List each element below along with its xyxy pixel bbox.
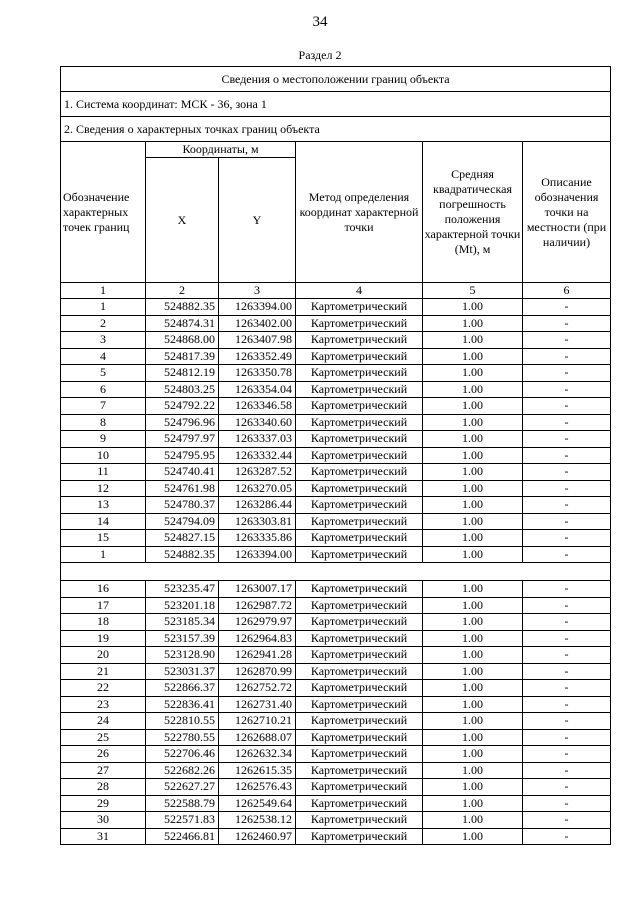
- point-number: 18: [61, 614, 146, 631]
- point-number: 15: [61, 530, 146, 547]
- y-coordinate: 1263287.52: [219, 464, 296, 481]
- method-cell: Картометрический: [296, 713, 423, 730]
- table-row: [61, 381, 611, 398]
- method-cell: Картометрический: [296, 398, 423, 415]
- description-cell: -: [523, 414, 611, 431]
- table-row: [61, 431, 611, 448]
- method-cell: Картометрический: [296, 447, 423, 464]
- x-coordinate: 523201.18: [146, 597, 219, 614]
- description-cell: -: [523, 597, 611, 614]
- description-cell: -: [523, 746, 611, 763]
- description-cell: -: [523, 480, 611, 497]
- table-row: [61, 614, 611, 631]
- table-title: Сведения о местоположении границ объекта: [61, 67, 611, 92]
- y-coordinate: 1262979.97: [219, 614, 296, 631]
- description-cell: -: [523, 647, 611, 664]
- table-row: [61, 414, 611, 431]
- table-row: [61, 365, 611, 382]
- description-cell: -: [523, 332, 611, 349]
- error-cell: 1.00: [423, 348, 523, 365]
- method-cell: Картометрический: [296, 332, 423, 349]
- point-number: 31: [61, 828, 146, 845]
- table-row: [61, 696, 611, 713]
- error-cell: 1.00: [423, 332, 523, 349]
- error-cell: 1.00: [423, 762, 523, 779]
- section-label: Раздел 2: [298, 48, 342, 62]
- table-row: [61, 546, 611, 563]
- header-method: Метод определения координат характерной точки: [296, 142, 423, 283]
- description-cell: -: [523, 431, 611, 448]
- method-cell: Картометрический: [296, 597, 423, 614]
- y-coordinate: 1262987.72: [219, 597, 296, 614]
- x-coordinate: 523185.34: [146, 614, 219, 631]
- error-cell: 1.00: [423, 647, 523, 664]
- error-cell: 1.00: [423, 779, 523, 796]
- error-cell: 1.00: [423, 630, 523, 647]
- point-number: 8: [61, 414, 146, 431]
- header-description: Описание обозначения точки на местности (при наличии): [523, 142, 611, 283]
- method-cell: Картометрический: [296, 762, 423, 779]
- x-coordinate: 522810.55: [146, 713, 219, 730]
- column-number: 5: [423, 283, 523, 299]
- method-cell: Картометрический: [296, 581, 423, 598]
- column-numbers-row: [61, 283, 611, 299]
- x-coordinate: 524794.09: [146, 513, 219, 530]
- table-row: [61, 779, 611, 796]
- error-cell: 1.00: [423, 729, 523, 746]
- method-cell: Картометрический: [296, 315, 423, 332]
- error-cell: 1.00: [423, 414, 523, 431]
- method-cell: Картометрический: [296, 828, 423, 845]
- point-number: 9: [61, 431, 146, 448]
- x-coordinate: 522571.83: [146, 812, 219, 829]
- table-row: [61, 630, 611, 647]
- error-cell: 1.00: [423, 812, 523, 829]
- table-row: [61, 464, 611, 481]
- x-coordinate: 524797.97: [146, 431, 219, 448]
- point-number: 22: [61, 680, 146, 697]
- description-cell: -: [523, 315, 611, 332]
- error-cell: 1.00: [423, 480, 523, 497]
- method-cell: Картометрический: [296, 414, 423, 431]
- table-row: [61, 497, 611, 514]
- point-number: 21: [61, 663, 146, 680]
- table-row: [61, 581, 611, 598]
- y-coordinate: 1263340.60: [219, 414, 296, 431]
- method-cell: Картометрический: [296, 464, 423, 481]
- description-cell: -: [523, 663, 611, 680]
- table-row: [61, 332, 611, 349]
- table-row: [61, 729, 611, 746]
- y-coordinate: 1262731.40: [219, 696, 296, 713]
- method-cell: Картометрический: [296, 480, 423, 497]
- description-cell: -: [523, 464, 611, 481]
- point-number: 16: [61, 581, 146, 598]
- x-coordinate: 524795.95: [146, 447, 219, 464]
- point-number: 7: [61, 398, 146, 415]
- column-number: 6: [523, 283, 611, 299]
- header-error: Средняя квадратическая погрешность положения характерной точки (Mt), м: [423, 142, 523, 283]
- error-cell: 1.00: [423, 614, 523, 631]
- y-coordinate: 1263346.58: [219, 398, 296, 415]
- description-cell: -: [523, 779, 611, 796]
- table-row: [61, 398, 611, 415]
- error-cell: 1.00: [423, 696, 523, 713]
- point-number: 1: [61, 299, 146, 316]
- y-coordinate: 1262632.34: [219, 746, 296, 763]
- x-coordinate: 524780.37: [146, 497, 219, 514]
- boundary-points-table: [60, 66, 611, 845]
- y-coordinate: 1263270.05: [219, 480, 296, 497]
- description-cell: -: [523, 696, 611, 713]
- y-coordinate: 1263303.81: [219, 513, 296, 530]
- description-cell: -: [523, 713, 611, 730]
- point-number: 10: [61, 447, 146, 464]
- x-coordinate: 522466.81: [146, 828, 219, 845]
- description-cell: -: [523, 680, 611, 697]
- point-number: 20: [61, 647, 146, 664]
- description-cell: -: [523, 630, 611, 647]
- x-coordinate: 524882.35: [146, 546, 219, 563]
- description-cell: -: [523, 729, 611, 746]
- description-cell: -: [523, 795, 611, 812]
- x-coordinate: 524796.96: [146, 414, 219, 431]
- table-row: [61, 663, 611, 680]
- description-cell: -: [523, 365, 611, 382]
- description-cell: -: [523, 381, 611, 398]
- y-coordinate: 1263286.44: [219, 497, 296, 514]
- error-cell: 1.00: [423, 398, 523, 415]
- method-cell: Картометрический: [296, 663, 423, 680]
- x-coordinate: 522866.37: [146, 680, 219, 697]
- point-number: 24: [61, 713, 146, 730]
- point-number: 26: [61, 746, 146, 763]
- description-cell: -: [523, 348, 611, 365]
- error-cell: 1.00: [423, 315, 523, 332]
- table-row: [61, 447, 611, 464]
- y-coordinate: 1262710.21: [219, 713, 296, 730]
- header-y: Y: [219, 158, 296, 283]
- point-number: 17: [61, 597, 146, 614]
- error-cell: 1.00: [423, 381, 523, 398]
- y-coordinate: 1262576.43: [219, 779, 296, 796]
- point-number: 28: [61, 779, 146, 796]
- method-cell: Картометрический: [296, 680, 423, 697]
- error-cell: 1.00: [423, 581, 523, 598]
- x-coordinate: 524803.25: [146, 381, 219, 398]
- y-coordinate: 1262752.72: [219, 680, 296, 697]
- description-cell: -: [523, 614, 611, 631]
- table-row: [61, 713, 611, 730]
- error-cell: 1.00: [423, 597, 523, 614]
- description-cell: -: [523, 299, 611, 316]
- x-coordinate: 524882.35: [146, 299, 219, 316]
- table-row: [61, 348, 611, 365]
- y-coordinate: 1263394.00: [219, 299, 296, 316]
- point-number: 25: [61, 729, 146, 746]
- description-cell: -: [523, 530, 611, 547]
- group-separator-cell: [61, 563, 611, 581]
- page-number: 34: [312, 14, 328, 30]
- description-cell: -: [523, 497, 611, 514]
- error-cell: 1.00: [423, 513, 523, 530]
- error-cell: 1.00: [423, 828, 523, 845]
- y-coordinate: 1263354.04: [219, 381, 296, 398]
- error-cell: 1.00: [423, 795, 523, 812]
- x-coordinate: 522836.41: [146, 696, 219, 713]
- table-row: [61, 315, 611, 332]
- y-coordinate: 1262538.12: [219, 812, 296, 829]
- y-coordinate: 1262460.97: [219, 828, 296, 845]
- method-cell: Картометрический: [296, 647, 423, 664]
- method-cell: Картометрический: [296, 779, 423, 796]
- point-number: 1: [61, 546, 146, 563]
- method-cell: Картометрический: [296, 431, 423, 448]
- y-coordinate: 1262941.28: [219, 647, 296, 664]
- table-row: [61, 597, 611, 614]
- description-cell: -: [523, 812, 611, 829]
- table-row: [61, 647, 611, 664]
- points-heading: 2. Сведения о характерных точках границ объекта: [61, 117, 611, 142]
- error-cell: 1.00: [423, 365, 523, 382]
- x-coordinate: 522706.46: [146, 746, 219, 763]
- description-cell: -: [523, 546, 611, 563]
- error-cell: 1.00: [423, 546, 523, 563]
- table-row: [61, 513, 611, 530]
- table-row: [61, 762, 611, 779]
- error-cell: 1.00: [423, 680, 523, 697]
- method-cell: Картометрический: [296, 365, 423, 382]
- point-number: 4: [61, 348, 146, 365]
- error-cell: 1.00: [423, 713, 523, 730]
- error-cell: 1.00: [423, 663, 523, 680]
- method-cell: Картометрический: [296, 696, 423, 713]
- method-cell: Картометрический: [296, 630, 423, 647]
- table-row: [61, 680, 611, 697]
- x-coordinate: 524874.31: [146, 315, 219, 332]
- column-number: 3: [219, 283, 296, 299]
- error-cell: 1.00: [423, 464, 523, 481]
- x-coordinate: 523031.37: [146, 663, 219, 680]
- coordinate-system: 1. Система координат: МСК - 36, зона 1: [61, 92, 611, 117]
- point-number: 3: [61, 332, 146, 349]
- header-x: X: [146, 158, 219, 283]
- table-row: [61, 828, 611, 845]
- method-cell: Картометрический: [296, 348, 423, 365]
- error-cell: 1.00: [423, 431, 523, 448]
- method-cell: Картометрический: [296, 381, 423, 398]
- y-coordinate: 1263352.49: [219, 348, 296, 365]
- description-cell: -: [523, 398, 611, 415]
- x-coordinate: 522682.26: [146, 762, 219, 779]
- x-coordinate: 524740.41: [146, 464, 219, 481]
- table-row: [61, 299, 611, 316]
- x-coordinate: 524761.98: [146, 480, 219, 497]
- x-coordinate: 523235.47: [146, 581, 219, 598]
- y-coordinate: 1263407.98: [219, 332, 296, 349]
- method-cell: Картометрический: [296, 812, 423, 829]
- point-number: 6: [61, 381, 146, 398]
- point-number: 2: [61, 315, 146, 332]
- x-coordinate: 522588.79: [146, 795, 219, 812]
- description-cell: -: [523, 762, 611, 779]
- point-number: 30: [61, 812, 146, 829]
- method-cell: Картометрический: [296, 614, 423, 631]
- point-number: 29: [61, 795, 146, 812]
- table-row: [61, 480, 611, 497]
- x-coordinate: 524827.15: [146, 530, 219, 547]
- method-cell: Картометрический: [296, 746, 423, 763]
- description-cell: -: [523, 447, 611, 464]
- error-cell: 1.00: [423, 746, 523, 763]
- x-coordinate: 522780.55: [146, 729, 219, 746]
- x-coordinate: 522627.27: [146, 779, 219, 796]
- group-separator-row: [61, 563, 611, 581]
- y-coordinate: 1262615.35: [219, 762, 296, 779]
- method-cell: Картометрический: [296, 729, 423, 746]
- error-cell: 1.00: [423, 530, 523, 547]
- description-cell: -: [523, 828, 611, 845]
- method-cell: Картометрический: [296, 299, 423, 316]
- x-coordinate: 523128.90: [146, 647, 219, 664]
- x-coordinate: 524792.22: [146, 398, 219, 415]
- y-coordinate: 1263335.86: [219, 530, 296, 547]
- y-coordinate: 1263337.03: [219, 431, 296, 448]
- point-number: 19: [61, 630, 146, 647]
- table-row: [61, 746, 611, 763]
- y-coordinate: 1262549.64: [219, 795, 296, 812]
- error-cell: 1.00: [423, 497, 523, 514]
- error-cell: 1.00: [423, 447, 523, 464]
- column-number: 1: [61, 283, 146, 299]
- method-cell: Картометрический: [296, 497, 423, 514]
- y-coordinate: 1263394.00: [219, 546, 296, 563]
- x-coordinate: 524812.19: [146, 365, 219, 382]
- point-number: 12: [61, 480, 146, 497]
- table-row: [61, 812, 611, 829]
- description-cell: -: [523, 513, 611, 530]
- description-cell: -: [523, 581, 611, 598]
- y-coordinate: 1263402.00: [219, 315, 296, 332]
- x-coordinate: 524817.39: [146, 348, 219, 365]
- point-number: 23: [61, 696, 146, 713]
- point-number: 11: [61, 464, 146, 481]
- y-coordinate: 1262964.83: [219, 630, 296, 647]
- y-coordinate: 1263332.44: [219, 447, 296, 464]
- error-cell: 1.00: [423, 299, 523, 316]
- point-number: 14: [61, 513, 146, 530]
- header-designation: Обозначение характерных точек границ: [61, 142, 146, 283]
- point-number: 27: [61, 762, 146, 779]
- method-cell: Картометрический: [296, 530, 423, 547]
- x-coordinate: 524868.00: [146, 332, 219, 349]
- header-coordinates: Координаты, м: [146, 142, 296, 158]
- x-coordinate: 523157.39: [146, 630, 219, 647]
- method-cell: Картометрический: [296, 795, 423, 812]
- y-coordinate: 1262688.07: [219, 729, 296, 746]
- y-coordinate: 1262870.99: [219, 663, 296, 680]
- method-cell: Картометрический: [296, 513, 423, 530]
- method-cell: Картометрический: [296, 546, 423, 563]
- column-number: 4: [296, 283, 423, 299]
- y-coordinate: 1263007.17: [219, 581, 296, 598]
- column-number: 2: [146, 283, 219, 299]
- point-number: 5: [61, 365, 146, 382]
- y-coordinate: 1263350.78: [219, 365, 296, 382]
- table-row: [61, 795, 611, 812]
- point-number: 13: [61, 497, 146, 514]
- table-row: [61, 530, 611, 547]
